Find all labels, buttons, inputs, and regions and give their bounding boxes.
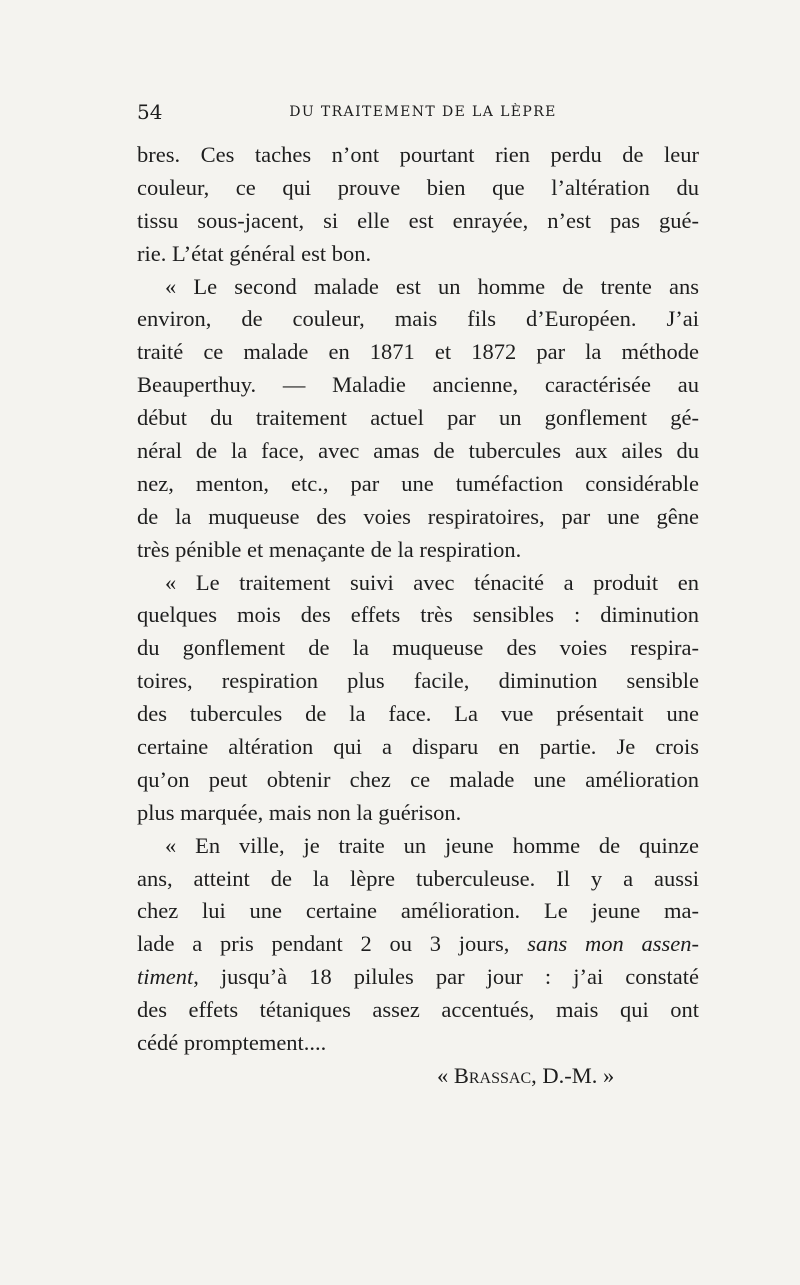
text-line: nez, menton, etc., par une tuméfaction considérable <box>137 470 699 496</box>
text-line: « En ville, je traite un jeune homme de quinze <box>165 832 699 858</box>
text-line: rie. L’état général est bon. <box>137 240 372 266</box>
text-line: tissu sous-jacent, si elle est enrayée, n’est pas gué- <box>137 207 699 233</box>
italic-run: timent <box>137 964 194 990</box>
page-header <box>137 100 697 130</box>
signature-quote: « <box>437 1062 454 1088</box>
text-line: très pénible et menaçante de la respiration. <box>137 536 522 562</box>
text-line: couleur, ce qui prouve bien que l’altération du <box>137 174 699 200</box>
text-run: lade a pris pendant 2 ou 3 jours, <box>137 931 528 957</box>
text-line <box>137 961 699 994</box>
text-line: qu’on peut obtenir chez ce malade une amélioration <box>137 766 699 792</box>
italic-run: sans mon assen- <box>527 931 699 957</box>
text-line: Beauperthuy. — Maladie ancienne, caractérisée au <box>137 372 699 398</box>
text-line: certaine altération qui a disparu en partie. Je crois <box>137 734 699 760</box>
signature-title: , D.-M. » <box>531 1062 615 1088</box>
text-line: toires, respiration plus facile, diminution sensible <box>137 668 699 694</box>
signature-name: Brassac <box>453 1062 532 1088</box>
text-line: environ, de couleur, mais fils d’Européen. J’ai <box>137 306 699 332</box>
text-line: début du traitement actuel par un gonflement gé- <box>137 405 699 431</box>
running-title: DU TRAITEMENT DE LA LÈPRE <box>289 104 557 120</box>
text-line: chez lui une certaine amélioration. Le jeune ma- <box>137 898 699 924</box>
text-run: , jusqu’à 18 pilules par jour : j’ai constaté <box>193 964 699 990</box>
text-line: ans, atteint de la lèpre tuberculeuse. Il y a aussi <box>137 865 699 891</box>
text-line: traité ce malade en 1871 et 1872 par la méthode <box>137 339 699 365</box>
text-line: « Le second malade est un homme de trente ans <box>165 273 699 299</box>
text-line: quelques mois des effets très sensibles : diminution <box>137 602 699 628</box>
text-line: de la muqueuse des voies respiratoires, par une gêne <box>137 503 699 529</box>
text-line <box>137 928 699 961</box>
body-text <box>137 139 699 1093</box>
text-line: cédé promptement.... <box>137 1030 327 1056</box>
text-line: des tubercules de la face. La vue présentait une <box>137 701 699 727</box>
text-line: bres. Ces taches n’ont pourtant rien perdu de leur <box>137 142 699 167</box>
text-line: du gonflement de la muqueuse des voies respira- <box>137 635 699 661</box>
page-number: 54 <box>137 100 163 124</box>
text-line: « Le traitement suivi avec ténacité a produit en <box>165 569 699 595</box>
text-line: des effets tétaniques assez accentués, mais qui ont <box>137 997 699 1023</box>
text-line: néral de la face, avec amas de tubercules aux ailes du <box>137 438 699 464</box>
text-line: plus marquée, mais non la guérison. <box>137 799 462 825</box>
signature <box>137 1060 699 1093</box>
